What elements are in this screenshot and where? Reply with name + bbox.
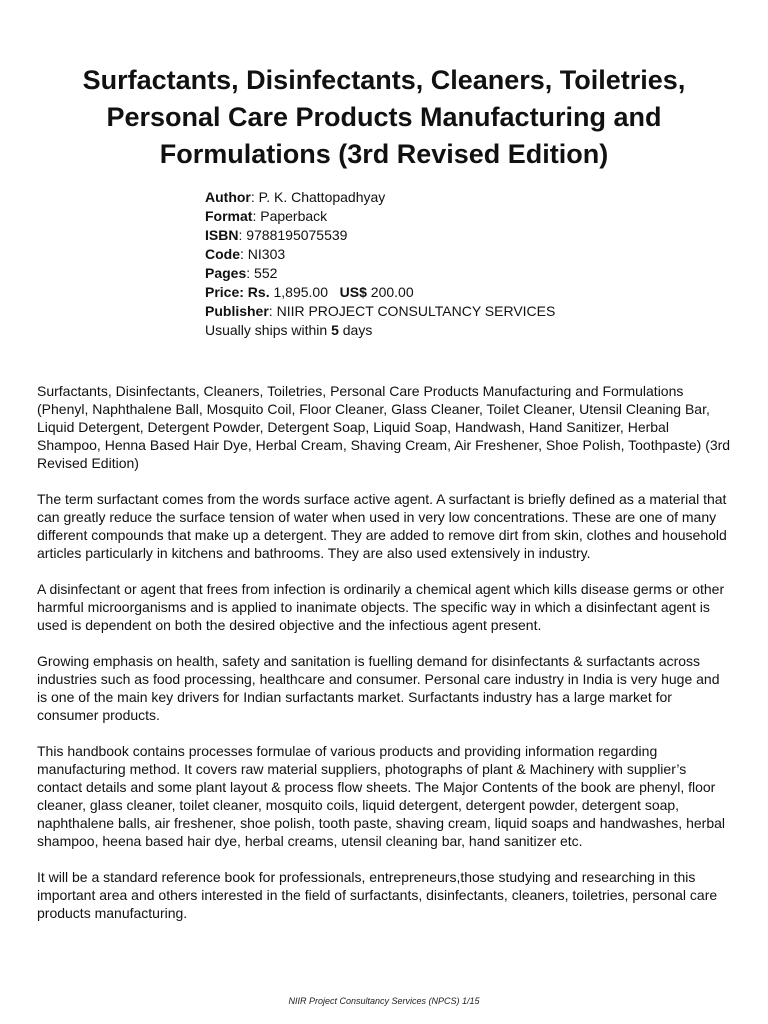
price-usd-value: 200.00	[370, 284, 414, 300]
price-rs-value: 1,895.00	[273, 284, 328, 300]
paragraph-reference: It will be a standard reference book for professionals, entrepreneurs,those studying and researching in this important area and others interested in the field of surfactants, disinfectants, cleaners, toiletries, personal care products manufacturing.	[37, 869, 718, 921]
paragraph-contents: This handbook contains processes formulae of various products and providing information regarding manufacturing method. It covers raw material suppliers, photographs of plant & Machinery with supplier’s contact details and some plant layout & process flow sheets. The Major Contents of the book are phenyl, floor cleaner, glass cleaner, toilet cleaner, mosquito coils, liquid detergent, detergent powder, detergent soap, naphthalene balls, air freshener, shoe polish, tooth paste, shaving cream, liquid soaps and handwashes, herbal shampoo, heena based hair dye, herbal creams, utensil cleaning bar, hand sanitizer etc.	[37, 743, 726, 849]
publisher-row: Publisher: NIIR PROJECT CONSULTANCY SERVICES	[205, 303, 556, 319]
paragraph-full-title: Surfactants, Disinfectants, Cleaners, Toiletries, Personal Care Products Manufacturing and Formulations (Phenyl, Naphthalene Ball, Mosquito Coil, Floor Cleaner, Glass Cleaner, Toilet Cleaner, Utensil Cleaning Bar, Liquid Detergent, Detergent Powder, Detergent Soap, Liquid Soap, Handwash, Hand Sanitizer, Herbal Shampoo, Henna Based Hair Dye, Herbal Cream, Shaving Cream, Air Freshener, Shoe Polish, Toothpaste) (3rd Revised Edition)	[37, 383, 731, 471]
author-label: Author	[205, 189, 251, 205]
author-row: Author: P. K. Chattopadhyay	[205, 189, 386, 205]
format-row: Format: Paperback	[205, 208, 328, 224]
description	[37, 382, 731, 940]
price-row	[205, 283, 725, 302]
book-details	[205, 188, 725, 340]
isbn-label: ISBN	[205, 227, 239, 243]
shipping-prefix: Usually ships within	[205, 322, 328, 338]
author-value: P. K. Chattopadhyay	[258, 189, 386, 205]
code-value: NI303	[247, 246, 286, 262]
price-label: Price: Rs.	[205, 284, 270, 300]
publisher-label: Publisher	[205, 303, 269, 319]
format-value: Paperback	[260, 208, 328, 224]
isbn-value: 9788195075539	[246, 227, 348, 243]
isbn-row: ISBN: 9788195075539	[205, 227, 348, 243]
document-title: Surfactants, Disinfectants, Cleaners, Toiletries, Personal Care Products Manufacturing and Formulations (3rd Revised Edition)	[82, 65, 686, 169]
code-row: Code: NI303	[205, 246, 286, 262]
code-label: Code	[205, 246, 240, 262]
shipping-suffix: days	[342, 322, 373, 338]
pages-row: Pages: 552	[205, 265, 278, 281]
page-footer: NIIR Project Consultancy Services (NPCS) 1/15	[288, 996, 480, 1006]
paragraph-surfactant: The term surfactant comes from the words surface active agent. A surfactant is briefly defined as a material that can greatly reduce the surface tension of water when used in very low concentrations. These are one of many different compounds that make up a detergent. They are added to remove dirt from skin, clothes and household articles particularly in kitchens and bathrooms. They are also used extensively in industry.	[37, 491, 727, 561]
paragraph-disinfectant: A disinfectant or agent that frees from infection is ordinarily a chemical agent which kills disease germs or other harmful microorganisms and is applied to inanimate objects. The specific way in which a disinfectant agent is used is dependent on both the desired objective and the infectious agent present.	[37, 581, 725, 633]
paragraph-market: Growing emphasis on health, safety and sanitation is fuelling demand for disinfectants & surfactants across industries such as food processing, healthcare and consumer. Personal care industry in India is very huge and is one of the main key drivers for Indian surfactants market. Surfactants industry has a large market for consumer products.	[37, 653, 720, 723]
price-usd-label: US$	[339, 284, 367, 300]
pages-label: Pages	[205, 265, 247, 281]
pages-value: 552	[254, 265, 278, 281]
format-label: Format	[205, 208, 253, 224]
shipping-days: 5	[331, 322, 339, 338]
publisher-value: NIIR PROJECT CONSULTANCY SERVICES	[276, 303, 556, 319]
shipping-row	[205, 321, 725, 340]
